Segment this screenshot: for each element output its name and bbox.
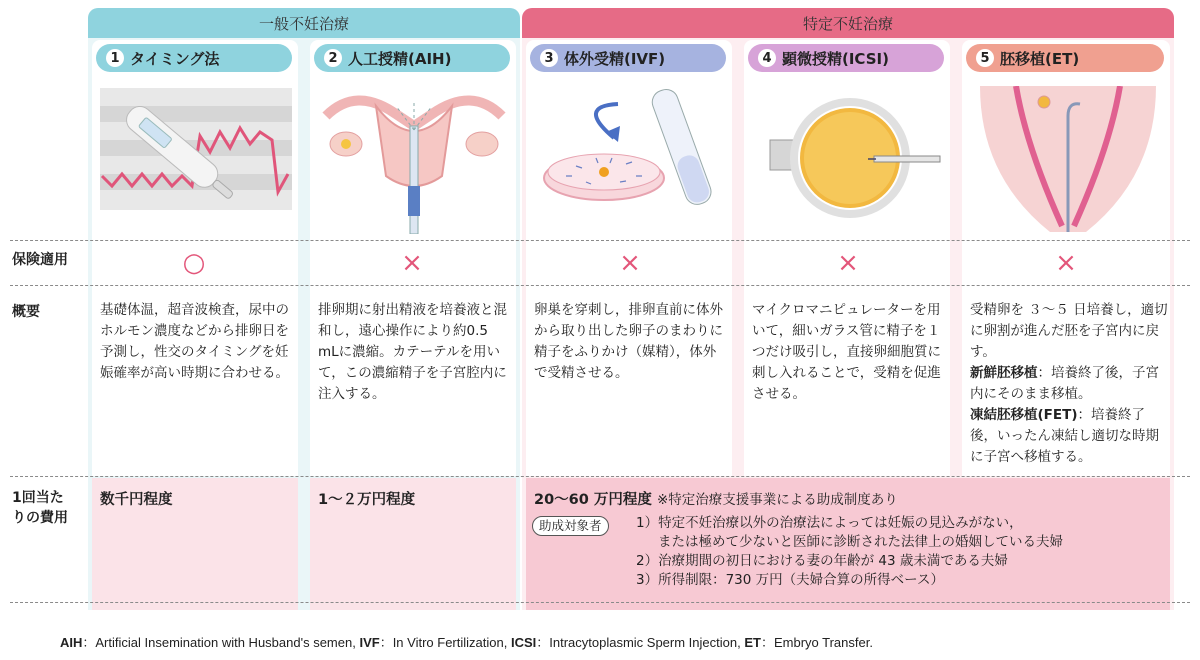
method-name: 人工授精(AIH) [348, 49, 452, 68]
et-full: ：Embryo Transfer. [760, 635, 873, 650]
method-number: 2 [324, 49, 342, 67]
method-name: 胚移植(ET) [1000, 49, 1080, 68]
subsidy-note: ※特定治療支援事業による助成制度あり [656, 492, 898, 508]
summary-text-2: 排卵期に射出精液を培養液と混和し，遠心操作により約0.5 mLに濃縮。カテーテルを用いて，この濃縮精子を子宮腔内に注入する。 [318, 302, 507, 402]
summary-text-4: マイクロマニピュレーターを用いて，細いガラス管に精子を１つだけ吸引し，直接卵細胞質に刺し入れることで，受精を促進させる。 [752, 302, 941, 402]
general-treatment-header: 一般不妊治療 [88, 8, 520, 38]
method-number: 1 [106, 49, 124, 67]
insurance-mark-1: ○ [182, 248, 206, 278]
insurance-mark-2: × [401, 248, 423, 278]
method-tag-timing [96, 44, 292, 72]
summary-text-5 [970, 300, 1168, 468]
icsi-abbr: ICSI [510, 635, 537, 650]
aih-full: ：Artificial Insemination with Husband's semen, [82, 635, 356, 650]
summary-text: 受精卵を ３～５ 日培養し，適切に卵割が進んだ胚を子宮内に戻す。 [970, 302, 1168, 360]
aih-abbr: AIH [60, 635, 83, 650]
summary-text-3: 卵巣を穿刺し，排卵直前に体外から取り出した卵子のまわりに精子をふりかけ（媒精），体外で受精させる。 [534, 302, 723, 381]
method-number: 3 [540, 49, 558, 67]
method-name: タイミング法 [130, 49, 220, 68]
specific-treatment-header: 特定不妊治療 [522, 8, 1174, 38]
method-tag-aih [314, 44, 510, 72]
row-divider [10, 476, 1190, 477]
thermometer-chart-illustration [100, 88, 292, 210]
et-abbr: ET [744, 635, 761, 650]
method-tag-et [966, 44, 1164, 72]
row-divider [10, 240, 1190, 241]
cost-row-label: 1回当たりの費用 [12, 490, 68, 526]
method-tag-ivf [530, 44, 726, 72]
insurance-mark-3: × [619, 248, 641, 278]
fresh-transfer-text: ：培養終了後，子宮内にそのまま移植。 [970, 365, 1159, 402]
method-name: 顕微授精(ICSI) [782, 49, 889, 68]
cost-specific-amount: 20～60 万円程度 [534, 492, 652, 508]
fresh-transfer-label: 新鮮胚移植 [970, 365, 1038, 381]
subsidy-target-pill [532, 515, 609, 536]
subsidy-condition-3: 3）所得制限：730 万円（夫婦合算の所得ベース） [636, 572, 944, 588]
insurance-row-label: 保険適用 [12, 252, 68, 268]
cost-timing: 数千円程度 [100, 492, 173, 508]
row-divider [10, 285, 1190, 286]
subsidy-condition-1-cont: または極めて少ないと医師に診断された法律上の婚姻している夫婦 [658, 534, 1063, 550]
petri-dish-illustration [536, 86, 722, 226]
method-number: 4 [758, 49, 776, 67]
frozen-transfer-text: ：培養終了後，いったん凍結し適切な時期に子宮へ移植する。 [970, 407, 1159, 465]
method-tag-icsi [748, 44, 944, 72]
summary-row-label: 概要 [12, 304, 40, 320]
icsi-full: ：Intracytoplasmic Sperm Injection, [536, 635, 741, 650]
ivf-abbr: IVF [359, 635, 380, 650]
icsi-egg-illustration [754, 98, 942, 224]
method-number: 5 [976, 49, 994, 67]
fresh-transfer [970, 363, 1168, 405]
ivf-full: ：In Vitro Fertilization, [379, 635, 508, 650]
cost-specific [534, 488, 1164, 509]
embryo-transfer-illustration [976, 86, 1160, 232]
method-name: 体外受精(IVF) [564, 49, 666, 68]
insurance-mark-5: × [1055, 248, 1077, 278]
uterus-catheter-illustration [316, 86, 512, 234]
row-divider [10, 602, 1190, 603]
cost-aih: 1～２万円程度 [318, 492, 416, 508]
frozen-transfer-label: 凍結胚移植(FET) [970, 407, 1078, 423]
abbreviation-footnote [60, 632, 873, 651]
subsidy-label: 助成対象者 [532, 516, 609, 536]
summary-text-1: 基礎体温，超音波検査，尿中のホルモン濃度などから排卵日を予測し，性交のタイミングを妊娠確率が高い時期に合わせる。 [100, 302, 289, 381]
frozen-transfer [970, 405, 1168, 468]
insurance-mark-4: × [837, 248, 859, 278]
subsidy-condition-2: 2）治療期間の初日における妻の年齢が 43 歳未満である夫婦 [636, 553, 1008, 569]
subsidy-condition-1: 1）特定不妊治療以外の治療法によっては妊娠の見込みがない， [636, 515, 1023, 531]
